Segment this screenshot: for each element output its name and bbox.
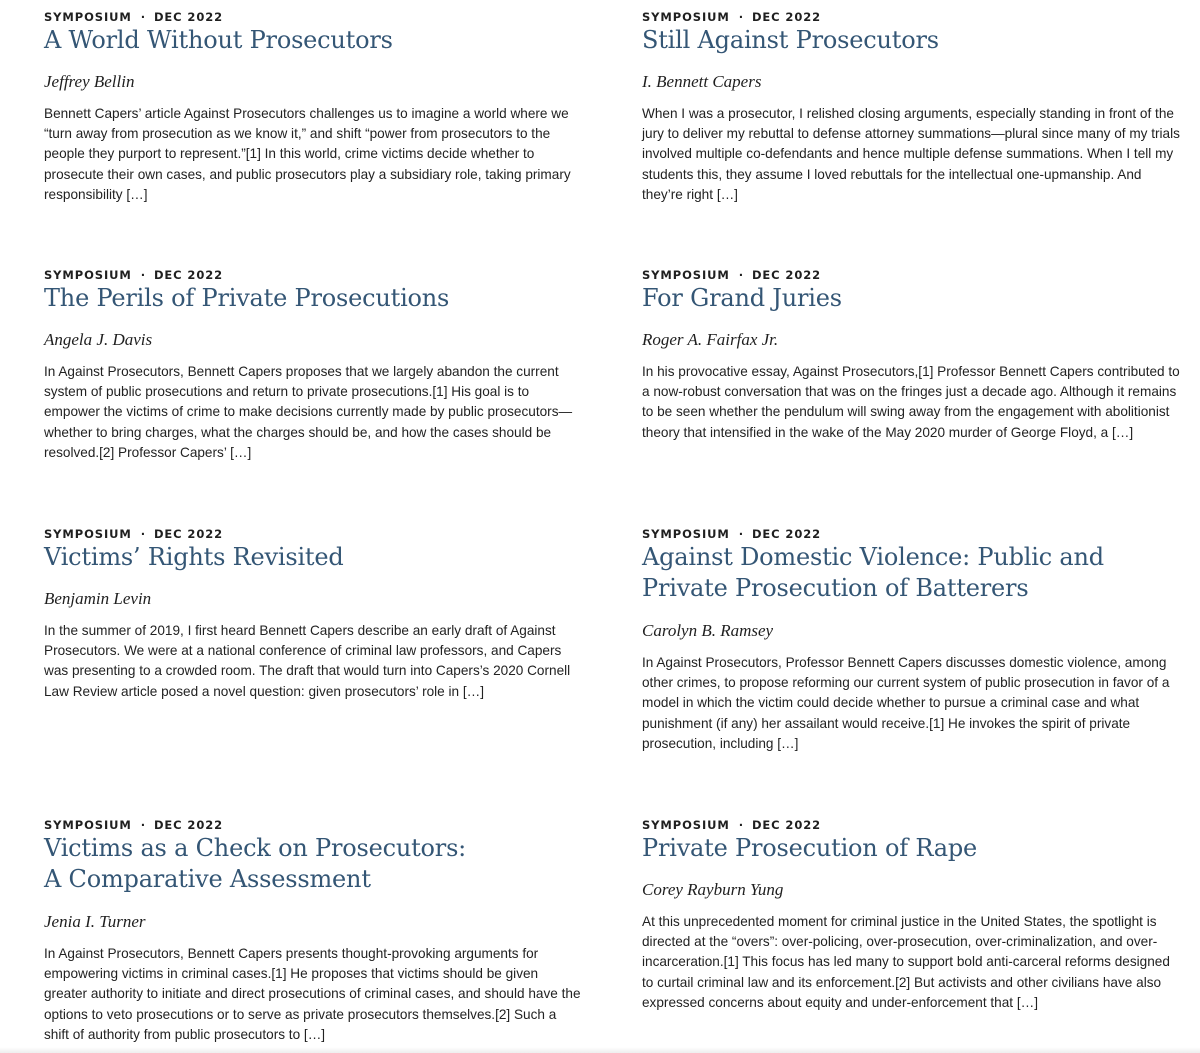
excerpt-text: In his provocative essay, Against Prosecutors,[1] Professor Bennett Capers contributed to a now-robust conversation that was on the fringes just a decade ago. Although it remains to be seen whether the pendulum will swing away from the engagement with abolitionist theory that intensified in the wake of the May 2020 murder of George Floyd, a — [642, 364, 1180, 440]
meta-separator: · — [140, 268, 146, 282]
article-meta — [642, 525, 821, 543]
article-date: DEC 2022 — [153, 10, 224, 24]
article-author: Roger A. Fairfax Jr. — [642, 330, 779, 349]
meta-separator: · — [738, 527, 744, 541]
article-meta — [44, 266, 223, 284]
article-excerpt — [642, 653, 1182, 754]
article-meta — [642, 266, 821, 284]
meta-separator: · — [140, 10, 146, 24]
article-date: DEC 2022 — [751, 818, 822, 832]
meta-separator: · — [140, 527, 146, 541]
article-author: Angela J. Davis — [44, 330, 153, 349]
article-excerpt — [44, 362, 584, 463]
article-author: I. Bennett Capers — [642, 72, 762, 91]
article-title[interactable]: Still Against Prosecutors — [642, 26, 939, 54]
excerpt-text: At this unprecedented moment for criminal justice in the United States, the spotlight is directed at the “overs”: over-policing, over-prosecution, over-criminalization, and over-incarceration.[1] This focus has led many to support bold anti-carceral reforms designed to curtail criminal law and its enforcement.[2] But activists and other civilians have also expressed concerns about equity and under-enforcement that — [642, 914, 1170, 1010]
read-more-link[interactable]: […] — [303, 1026, 326, 1042]
article-excerpt — [44, 621, 584, 702]
read-more-link[interactable]: […] — [1016, 994, 1038, 1010]
article-meta — [44, 525, 223, 543]
article-author: Benjamin Levin — [44, 589, 152, 608]
article-date: DEC 2022 — [751, 268, 822, 282]
article-title[interactable]: Victims as a Check on Prosecutors: A Comparative Assessment — [44, 834, 467, 893]
read-more-link[interactable]: […] — [716, 186, 738, 202]
article-date: DEC 2022 — [751, 527, 822, 541]
article-title[interactable]: The Perils of Private Prosecutions — [44, 284, 450, 312]
category-label[interactable]: SYMPOSIUM — [642, 818, 730, 832]
article-meta — [642, 8, 821, 26]
read-more-link[interactable]: […] — [126, 186, 148, 202]
category-label[interactable]: SYMPOSIUM — [44, 268, 132, 282]
article-meta — [642, 816, 821, 834]
meta-separator: · — [738, 818, 744, 832]
article-date: DEC 2022 — [751, 10, 822, 24]
article-title[interactable]: Private Prosecution of Rape — [642, 834, 978, 862]
article-excerpt — [642, 104, 1182, 205]
meta-separator: · — [738, 268, 744, 282]
article-date: DEC 2022 — [153, 818, 224, 832]
read-more-link[interactable]: […] — [777, 735, 799, 751]
article-author: Jenia I. Turner — [44, 912, 146, 931]
article-title[interactable]: A World Without Prosecutors — [44, 26, 393, 54]
category-label[interactable]: SYMPOSIUM — [44, 818, 132, 832]
excerpt-text: When I was a prosecutor, I relished closing arguments, especially standing in front of the jury to deliver my rebuttal to defense attorney summations—plural since many of my trials involved multiple co-defendants and hence multiple defense summations. When I tell my students this, they assume I loved rebuttals for the intellectual one-upmanship. And they’re right — [642, 106, 1180, 202]
meta-separator: · — [140, 818, 146, 832]
read-more-link[interactable]: […] — [230, 444, 252, 460]
article-title[interactable]: Against Domestic Violence: Public and Private Prosecution of Batterers — [642, 543, 1104, 602]
article-author: Carolyn B. Ramsey — [642, 621, 774, 640]
article-author: Corey Rayburn Yung — [642, 880, 784, 899]
excerpt-text: In Against Prosecutors, Bennett Capers proposes that we largely abandon the current system of public prosecutions and return to private prosecutions.[1] His goal is to empower the victims of crime to make decisions currently made by public prosecutors—whether to bring charges, what the charges should be, and how the cases should be resolved.[2] Professor Capers’ — [44, 364, 573, 460]
article-date: DEC 2022 — [153, 268, 224, 282]
category-label[interactable]: SYMPOSIUM — [44, 10, 132, 24]
read-more-link[interactable]: […] — [1112, 424, 1134, 440]
article-excerpt — [44, 104, 584, 205]
excerpt-text: In the summer of 2019, I first heard Bennett Capers describe an early draft of Against Prosecutors. We were at a national conference of criminal law professors, and Capers was presenting to a crowded room. The draft that would turn into Capers’s 2020 Cornell Law Review article posed a novel question: given prosecutors’ role in — [44, 623, 571, 699]
article-author: Jeffrey Bellin — [44, 72, 135, 91]
excerpt-text: In Against Prosecutors, Professor Bennett Capers discusses domestic violence, among other crimes, to propose reforming our current system of public prosecution in favor of a model in which the victim could decide whether to pursue a criminal case and what punishment (if any) her assailant would receive.[1] He invokes the spirit of private prosecution, including — [642, 655, 1170, 751]
excerpt-text: In Against Prosecutors, Bennett Capers presents thought-provoking arguments for empowering victims in criminal cases.[1] He proposes that victims should be given greater authority to initiate and direct prosecutions of criminal cases, and should have the options to veto prosecutions or to serve as private prosecutors themselves.[2] Such a shift of authority from public prosecutors to — [44, 946, 581, 1042]
article-title[interactable]: Victims’ Rights Revisited — [44, 543, 344, 571]
article-excerpt — [642, 362, 1182, 443]
category-label[interactable]: SYMPOSIUM — [44, 527, 132, 541]
article-date: DEC 2022 — [153, 527, 224, 541]
category-label[interactable]: SYMPOSIUM — [642, 10, 730, 24]
article-title[interactable]: For Grand Juries — [642, 284, 842, 312]
article-excerpt — [44, 944, 584, 1045]
excerpt-text: Bennett Capers’ article Against Prosecutors challenges us to imagine a world where we “turn away from prosecution as we know it,” and shift “power from prosecutors to the people they purport to represent.”[1] In this world, crime victims decide whether to prosecute their own cases, and public prosecutors play a subsidiary role, taking primary responsibility — [44, 106, 571, 202]
article-meta — [44, 8, 223, 26]
meta-separator: · — [738, 10, 744, 24]
category-label[interactable]: SYMPOSIUM — [642, 268, 730, 282]
article-excerpt — [642, 912, 1182, 1013]
read-more-link[interactable]: […] — [462, 683, 485, 699]
page-bottom-edge — [0, 1047, 1200, 1053]
article-meta — [44, 816, 223, 834]
category-label[interactable]: SYMPOSIUM — [642, 527, 730, 541]
